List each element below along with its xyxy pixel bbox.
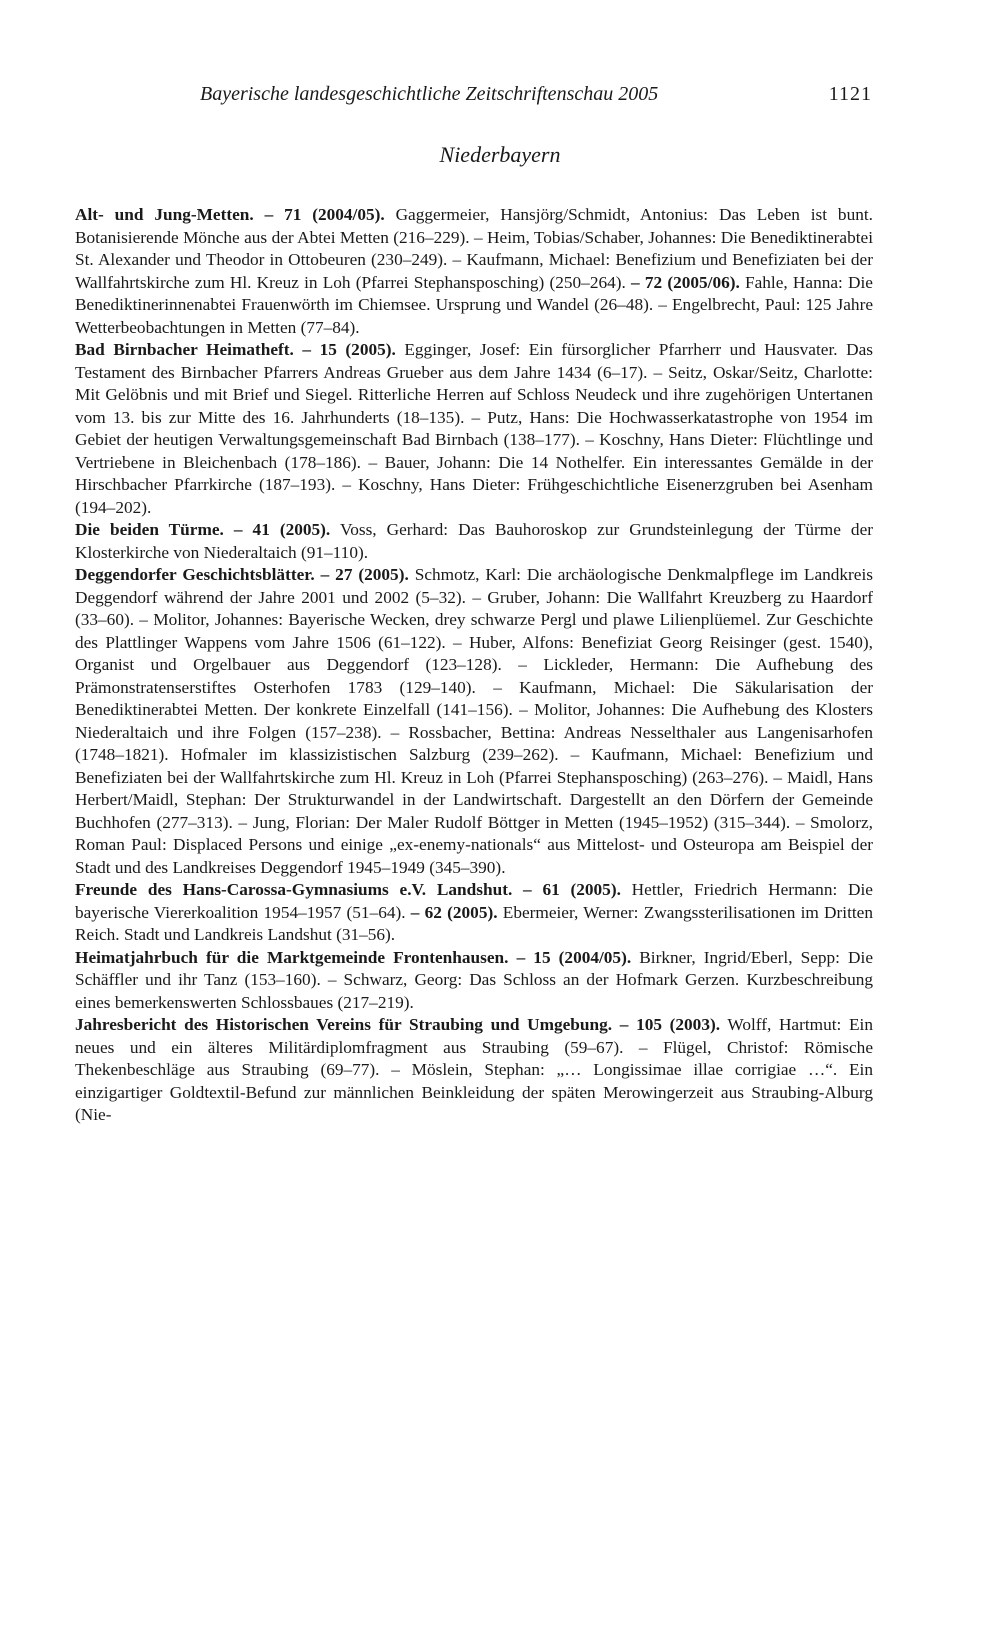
entry-text: Voss, Gerhard: Das Bauhoroskop zur Grundsteinlegung der Türme der Klosterkirche von Niederaltaich (91–110). bbox=[75, 520, 873, 562]
page-number: 1121 bbox=[828, 83, 872, 105]
journal-title: Jahresbericht des Historischen Vereins für Straubing und Umgebung. bbox=[75, 1015, 613, 1034]
journal-title: Freunde des Hans-Carossa-Gymnasiums e.V. Landshut. bbox=[75, 880, 513, 899]
issue-number: – 15 (2005). bbox=[302, 340, 396, 359]
entry-text: Gaggermeier, Hansjörg/Schmidt, Antonius: Das Leben ist bunt. Botanisierende Mönche aus der Abtei Metten (216–229). – Heim, Tobias/Schaber, Johannes: Die Benediktinerabtei St. Alexander und Theodor in Ottobeuren (230–249). – Kaufmann, Michael: Benefizium und Benefiziaten bei der Wallfahrtskirche zum Hl. Kreuz in Loh (Pfarrei Stephansposching) (250–264). bbox=[75, 205, 873, 292]
bibliography-entry bbox=[75, 339, 873, 519]
journal-title: Bad Birnbacher Heimatheft. bbox=[75, 340, 294, 359]
bibliography-entry bbox=[75, 519, 873, 564]
issue-number: – 27 (2005). bbox=[320, 565, 409, 584]
bibliography-entry bbox=[75, 204, 873, 339]
issue-number: – 62 (2005). bbox=[410, 902, 498, 922]
journal-title: Alt- und Jung-Metten. bbox=[75, 205, 254, 224]
entry-text: Birkner, Ingrid/Eberl, Sepp: Die Schäffler und ihr Tanz (153–160). – Schwarz, Georg: Das Schloss an der Hofmark Gerzen. Kurzbeschreibung eines bemerkenswerten Schlossbaues (217–219). bbox=[75, 947, 874, 1012]
entry-text: Wolff, Hartmut: Ein neues und ein älteres Militärdiplomfragment aus Straubing (59–67). – Flügel, Christof: Römische Thekenbeschläge aus Straubing (69–77). – Möslein, Stephan: „… Longissimae illae corrigiae …“. Ein einzigartiger Goldtextil-Befund zur männlichen Beinkleidung der späten Merowingerzeit aus Straubing-Alburg (Nie- bbox=[75, 1015, 873, 1124]
entry-text: Ebermeier, Werner: Zwangssterilisationen im Dritten Reich. Stadt und Landkreis Landshut (31–56). bbox=[75, 902, 873, 944]
running-title: Bayerische landesgeschichtliche Zeitschriftenschau 2005 bbox=[200, 83, 659, 105]
issue-number: – 41 (2005). bbox=[233, 520, 331, 539]
entry-text: Fahle, Hanna: Die Benediktinerinnenabtei Frauenwörth im Chiemsee. Ursprung und Wandel (26–48). – Engelbrecht, Paul: 125 Jahre Wetterbeobachtungen in Metten (77–84). bbox=[75, 272, 873, 337]
bibliography-entry bbox=[75, 879, 873, 947]
bibliography-list bbox=[75, 204, 873, 1127]
running-header bbox=[200, 83, 872, 111]
issue-number: – 105 (2003). bbox=[619, 1015, 721, 1034]
entry-text: Egginger, Josef: Ein fürsorglicher Pfarrherr und Hausvater. Das Testament des Birnbacher Pfarrers Andreas Grueber aus dem Jahre 1434 (6–17). – Seitz, Oskar/Seitz, Charlotte: Mit Gelöbnis und mit Brief und Siegel. Ritterliche Herren auf Schloss Neudeck und ihre zugehörigen Untertanen vom 13. bis zur Mitte des 16. Jahrhunderts (18–135). – Putz, Hans: Die Hochwasserkatastrophe von 1954 im Gebiet der heutigen Verwaltungsgemeinschaft Bad Birnbach (138–177). – Koschny, Hans Dieter: Flüchtlinge und Vertriebene in Bleichenbach (178–186). – Bauer, Johann: Die 14 Nothelfer. Ein interessantes Gemälde in der Hirschbacher Pfarrkirche (187–193). – Koschny, Hans Dieter: Frühgeschichtliche Eisenerzgruben bei Asenham (194–202). bbox=[75, 340, 873, 517]
section-heading: Niederbayern bbox=[439, 142, 561, 167]
entry-text: Hettler, Friedrich Hermann: Die bayerische Viererkoalition 1954–1957 (51–64). bbox=[75, 880, 873, 922]
journal-title: Die beiden Türme. bbox=[75, 520, 224, 539]
bibliography-entry bbox=[75, 564, 873, 879]
issue-number: – 72 (2005/06). bbox=[631, 272, 740, 292]
issue-number: – 71 (2004/05). bbox=[264, 205, 385, 224]
issue-number: – 15 (2004/05). bbox=[516, 947, 632, 967]
bibliography-entry bbox=[75, 1014, 873, 1127]
entry-text: Schmotz, Karl: Die archäologische Denkmalpflege im Landkreis Deggendorf während der Jahre 2001 und 2002 (5–32). – Gruber, Johann: Die Wallfahrt Kreuzberg zu Haardorf (33–60). – Molitor, Johannes: Bayerische Wecken, drey schwarze Pergl und plawe Lilienplüemel. Zur Geschichte des Plattlinger Wappens vom Jahre 1506 (61–122). – Huber, Alfons: Benefiziat Georg Reisinger (gest. 1540), Organist und Orgelbauer aus Deggendorf (123–128). – Lickleder, Hermann: Die Aufhebung des Prämonstratenserstiftes Osterhofen 1783 (129–140). – Kaufmann, Michael: Die Säkularisation der Benediktinerabtei Metten. Der konkrete Einzelfall (141–156). – Molitor, Johannes: Die Aufhebung des Klosters Niederaltaich und ihre Folgen (157–238). – Rossbacher, Bettina: Andreas Nesselthaler aus Langenisarhofen (1748–1821). Hofmaler im klassizistischen Salzburg (239–262). – Kaufmann, Michael: Benefizium und Benefiziaten bei der Wallfahrtskirche zum Hl. Kreuz in Loh (Pfarrei Stephansposching) (263–276). – Maidl, Hans Herbert/Maidl, Stephan: Der Strukturwandel in der Landwirtschaft. Dargestellt an den Dörfern der Gemeinde Buchhofen (277–313). – Jung, Florian: Der Maler Rudolf Böttger in Metten (1945–1952) (315–344). – Smolorz, Roman Paul: Displaced Persons und einige „ex-enemy-nationals“ aus Mittelost- und Osteuropa am Beispiel der Stadt und des Landkreises Deggendorf 1945–1949 (345–390). bbox=[75, 565, 874, 877]
journal-title: Heimatjahrbuch für die Marktgemeinde Frontenhausen. bbox=[75, 947, 509, 967]
bibliography-entry bbox=[75, 947, 873, 1015]
journal-title: Deggendorfer Geschichtsblätter. bbox=[75, 565, 315, 584]
issue-number: – 61 (2005). bbox=[523, 880, 621, 899]
